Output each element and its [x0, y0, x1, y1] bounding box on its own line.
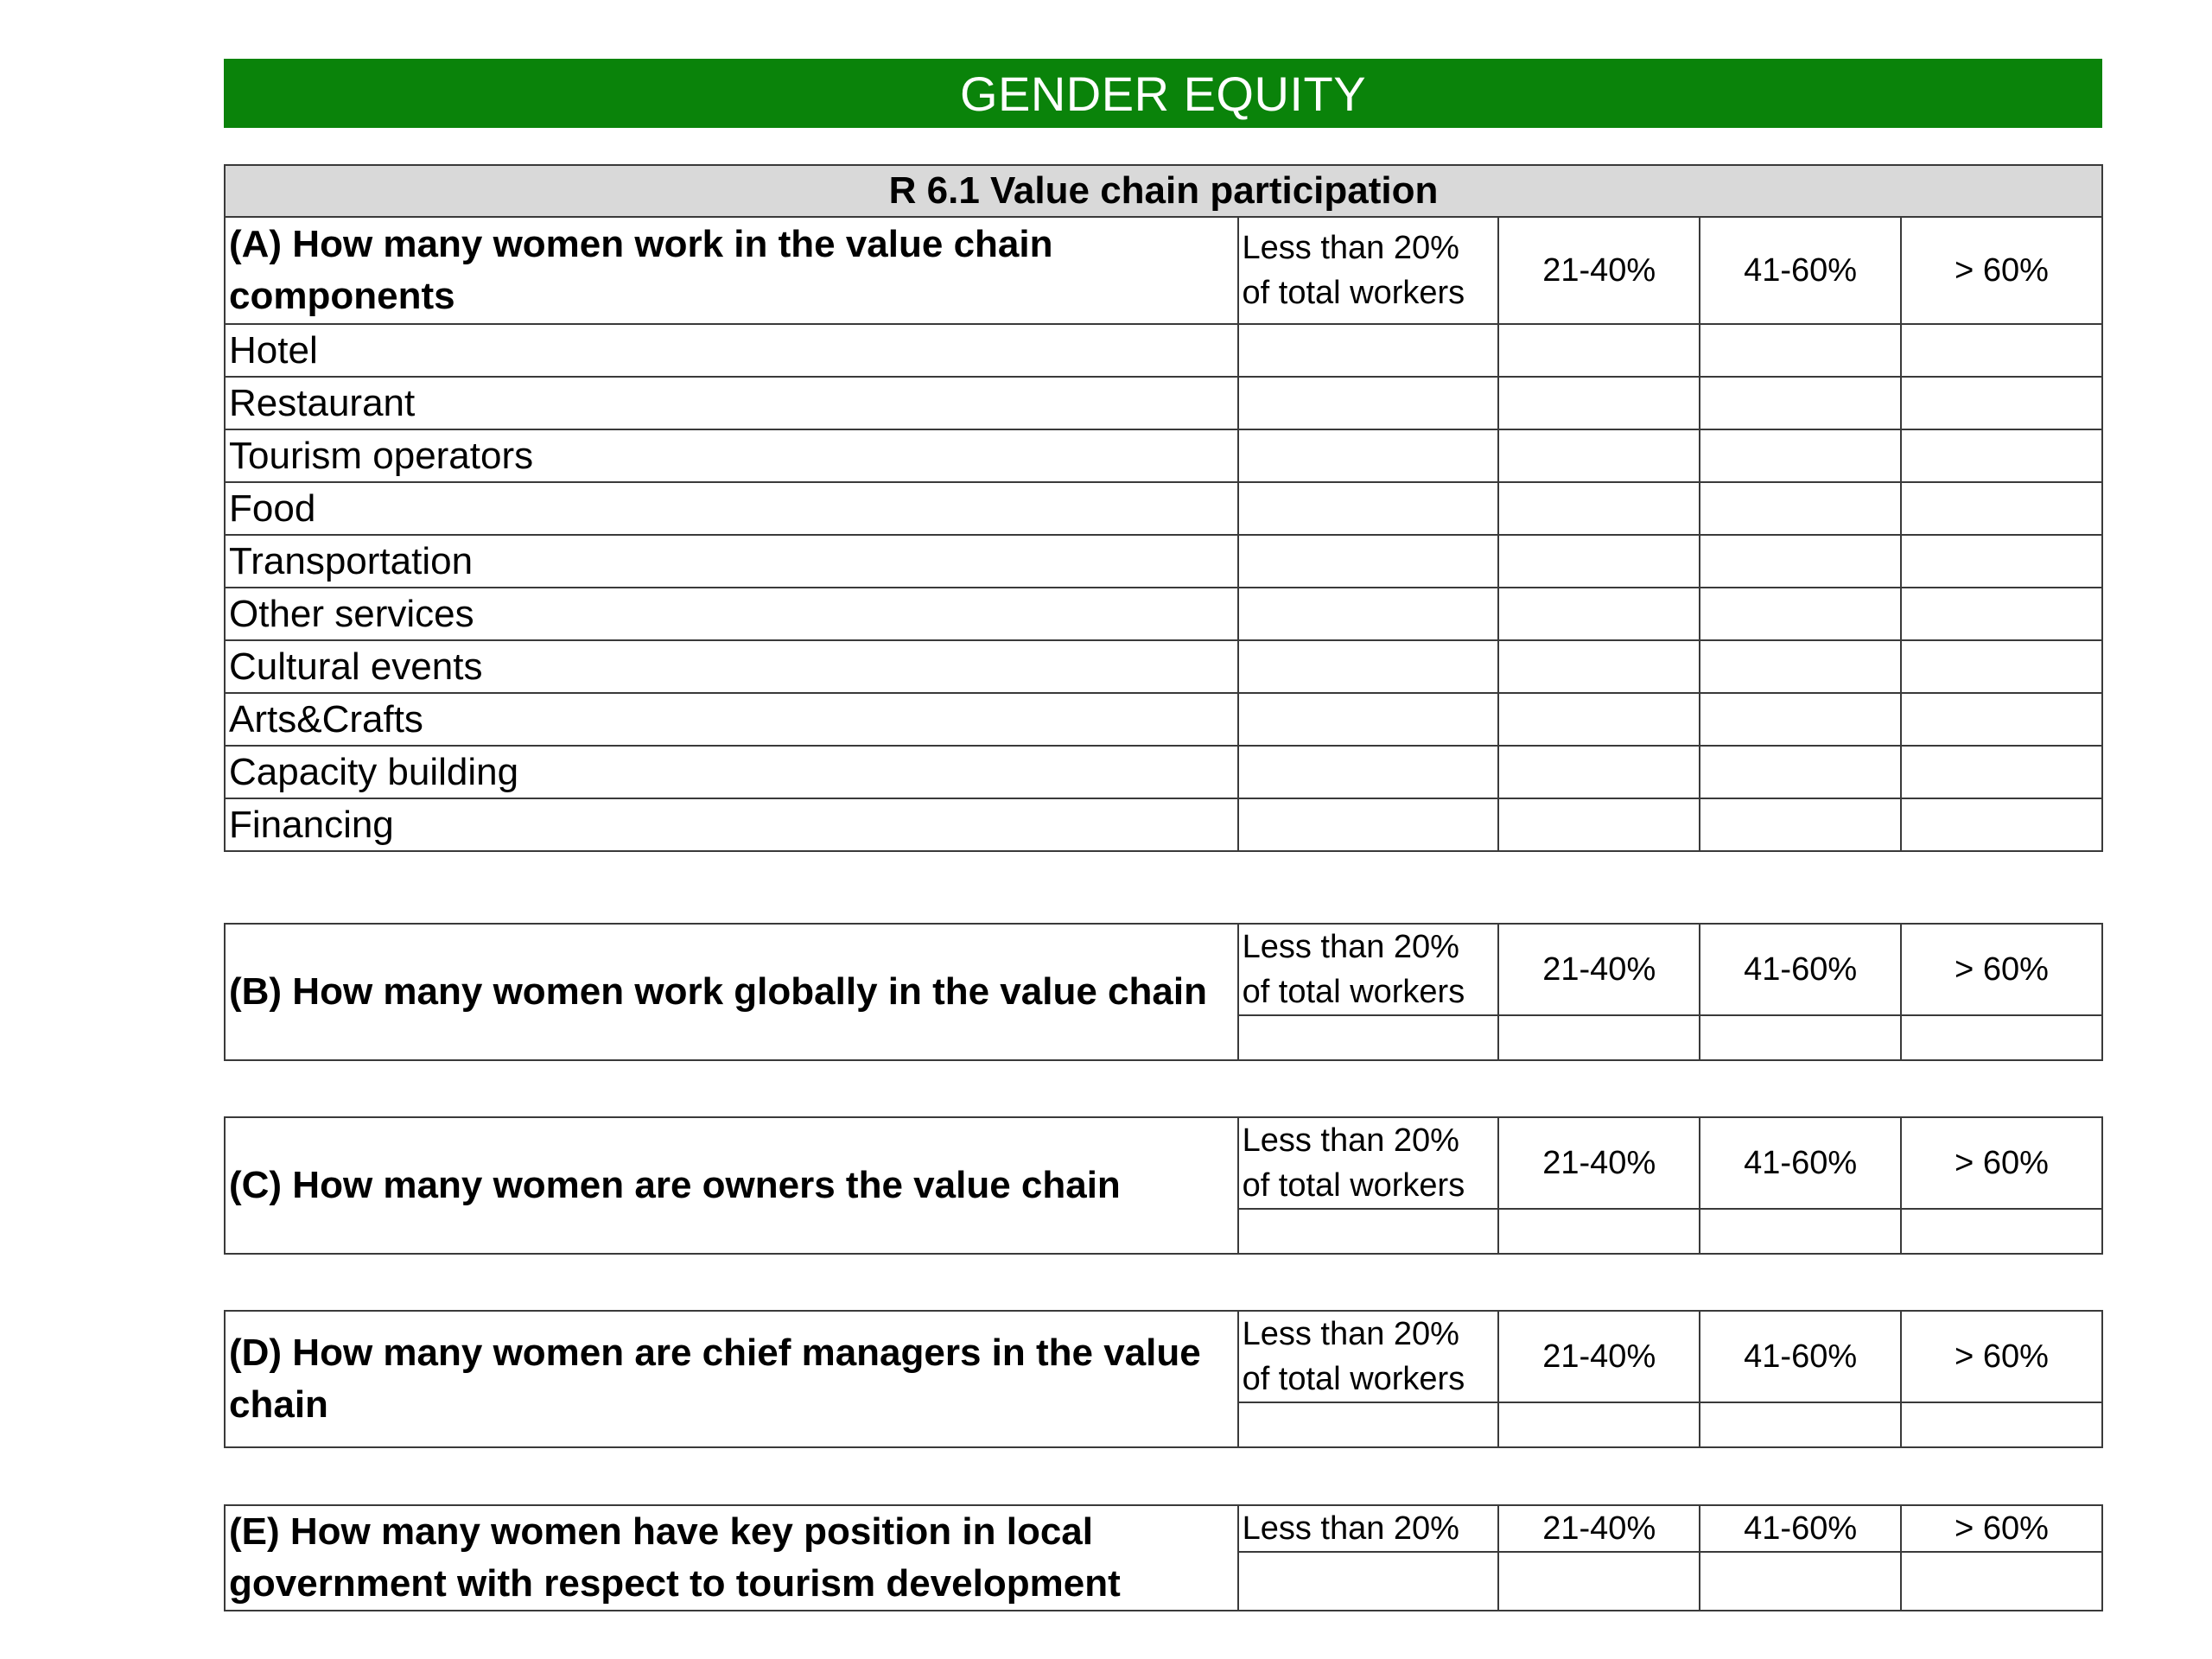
table-d [224, 1310, 2103, 1448]
answer-cell[interactable] [1238, 429, 1499, 482]
answer-cell[interactable] [1700, 482, 1901, 535]
question-b: (B) How many women work globally in the value chain [225, 924, 1238, 1060]
header-41-60: 41-60% [1700, 1505, 1901, 1552]
answer-cell[interactable] [1498, 798, 1700, 851]
header-over-60: > 60% [1901, 217, 2102, 324]
table-row [225, 640, 2102, 693]
answer-cell[interactable] [1901, 1552, 2102, 1611]
table-row [225, 324, 2102, 377]
table-row [225, 693, 2102, 746]
answer-cell[interactable] [1498, 535, 1700, 588]
table-row [225, 429, 2102, 482]
answer-cell[interactable] [1238, 535, 1499, 588]
page-banner: GENDER EQUITY [224, 59, 2102, 128]
table-row [225, 482, 2102, 535]
answer-cell[interactable] [1700, 588, 1901, 640]
answer-cell[interactable] [1700, 798, 1901, 851]
question-d: (D) How many women are chief managers in the value chain [225, 1311, 1238, 1447]
header-over-60: > 60% [1901, 1505, 2102, 1552]
answer-cell[interactable] [1901, 482, 2102, 535]
answer-cell[interactable] [1901, 588, 2102, 640]
row-label: Transportation [225, 535, 1238, 588]
answer-cell[interactable] [1238, 1402, 1499, 1447]
header-41-60: 41-60% [1700, 1311, 1901, 1402]
answer-cell[interactable] [1238, 693, 1499, 746]
answer-cell[interactable] [1901, 1015, 2102, 1060]
answer-cell[interactable] [1700, 324, 1901, 377]
header-less-than-20: Less than 20% of total workers [1238, 1117, 1499, 1209]
header-21-40: 21-40% [1498, 924, 1700, 1015]
question-e: (E) How many women have key position in local government with respect to tourism development [225, 1505, 1238, 1611]
answer-cell[interactable] [1901, 640, 2102, 693]
answer-cell[interactable] [1700, 693, 1901, 746]
row-label: Arts&Crafts [225, 693, 1238, 746]
answer-cell[interactable] [1700, 535, 1901, 588]
answer-cell[interactable] [1498, 1552, 1700, 1611]
header-41-60: 41-60% [1700, 924, 1901, 1015]
answer-cell[interactable] [1498, 377, 1700, 429]
row-label: Other services [225, 588, 1238, 640]
answer-cell[interactable] [1498, 640, 1700, 693]
answer-cell[interactable] [1498, 1015, 1700, 1060]
answer-cell[interactable] [1238, 746, 1499, 798]
answer-cell[interactable] [1238, 324, 1499, 377]
answer-cell[interactable] [1901, 693, 2102, 746]
answer-cell[interactable] [1238, 1015, 1499, 1060]
header-less-than-20: Less than 20% of total workers [1238, 924, 1499, 1015]
header-21-40: 21-40% [1498, 217, 1700, 324]
question-c: (C) How many women are owners the value chain [225, 1117, 1238, 1254]
answer-cell[interactable] [1901, 377, 2102, 429]
row-label: Tourism operators [225, 429, 1238, 482]
answer-cell[interactable] [1901, 429, 2102, 482]
header-21-40: 21-40% [1498, 1505, 1700, 1552]
answer-cell[interactable] [1901, 535, 2102, 588]
answer-cell[interactable] [1700, 1552, 1901, 1611]
header-41-60: 41-60% [1700, 217, 1901, 324]
row-label: Food [225, 482, 1238, 535]
answer-cell[interactable] [1498, 482, 1700, 535]
answer-cell[interactable] [1498, 324, 1700, 377]
row-label: Restaurant [225, 377, 1238, 429]
answer-cell[interactable] [1238, 798, 1499, 851]
answer-cell[interactable] [1901, 1402, 2102, 1447]
answer-cell[interactable] [1238, 1552, 1499, 1611]
answer-cell[interactable] [1901, 746, 2102, 798]
header-over-60: > 60% [1901, 1311, 2102, 1402]
answer-cell[interactable] [1498, 746, 1700, 798]
header-less-than-20: Less than 20% [1238, 1505, 1499, 1552]
answer-cell[interactable] [1498, 588, 1700, 640]
answer-cell[interactable] [1498, 1209, 1700, 1254]
table-e [224, 1504, 2103, 1611]
answer-cell[interactable] [1700, 377, 1901, 429]
header-21-40: 21-40% [1498, 1311, 1700, 1402]
answer-cell[interactable] [1700, 1209, 1901, 1254]
table-row [225, 746, 2102, 798]
header-over-60: > 60% [1901, 924, 2102, 1015]
row-label: Financing [225, 798, 1238, 851]
answer-cell[interactable] [1700, 1402, 1901, 1447]
answer-cell[interactable] [1498, 693, 1700, 746]
answer-cell[interactable] [1238, 640, 1499, 693]
row-label: Capacity building [225, 746, 1238, 798]
answer-cell[interactable] [1238, 377, 1499, 429]
header-less-than-20: Less than 20% of total workers [1238, 217, 1499, 324]
answer-cell[interactable] [1901, 798, 2102, 851]
answer-cell[interactable] [1238, 1209, 1499, 1254]
answer-cell[interactable] [1700, 429, 1901, 482]
answer-cell[interactable] [1700, 746, 1901, 798]
answer-cell[interactable] [1901, 324, 2102, 377]
answer-cell[interactable] [1700, 640, 1901, 693]
section-title: R 6.1 Value chain participation [225, 165, 2102, 217]
answer-cell[interactable] [1238, 588, 1499, 640]
answer-cell[interactable] [1700, 1015, 1901, 1060]
table-c [224, 1116, 2103, 1255]
table-row [225, 535, 2102, 588]
table-row [225, 588, 2102, 640]
header-less-than-20: Less than 20% of total workers [1238, 1311, 1499, 1402]
table-row [225, 377, 2102, 429]
answer-cell[interactable] [1238, 482, 1499, 535]
row-label: Hotel [225, 324, 1238, 377]
question-a: (A) How many women work in the value chain components [225, 217, 1238, 324]
header-41-60: 41-60% [1700, 1117, 1901, 1209]
table-b [224, 923, 2103, 1061]
table-row [225, 798, 2102, 851]
answer-cell[interactable] [1901, 1209, 2102, 1254]
row-label: Cultural events [225, 640, 1238, 693]
header-21-40: 21-40% [1498, 1117, 1700, 1209]
answer-cell[interactable] [1498, 1402, 1700, 1447]
answer-cell[interactable] [1498, 429, 1700, 482]
table-a [224, 164, 2103, 852]
header-over-60: > 60% [1901, 1117, 2102, 1209]
